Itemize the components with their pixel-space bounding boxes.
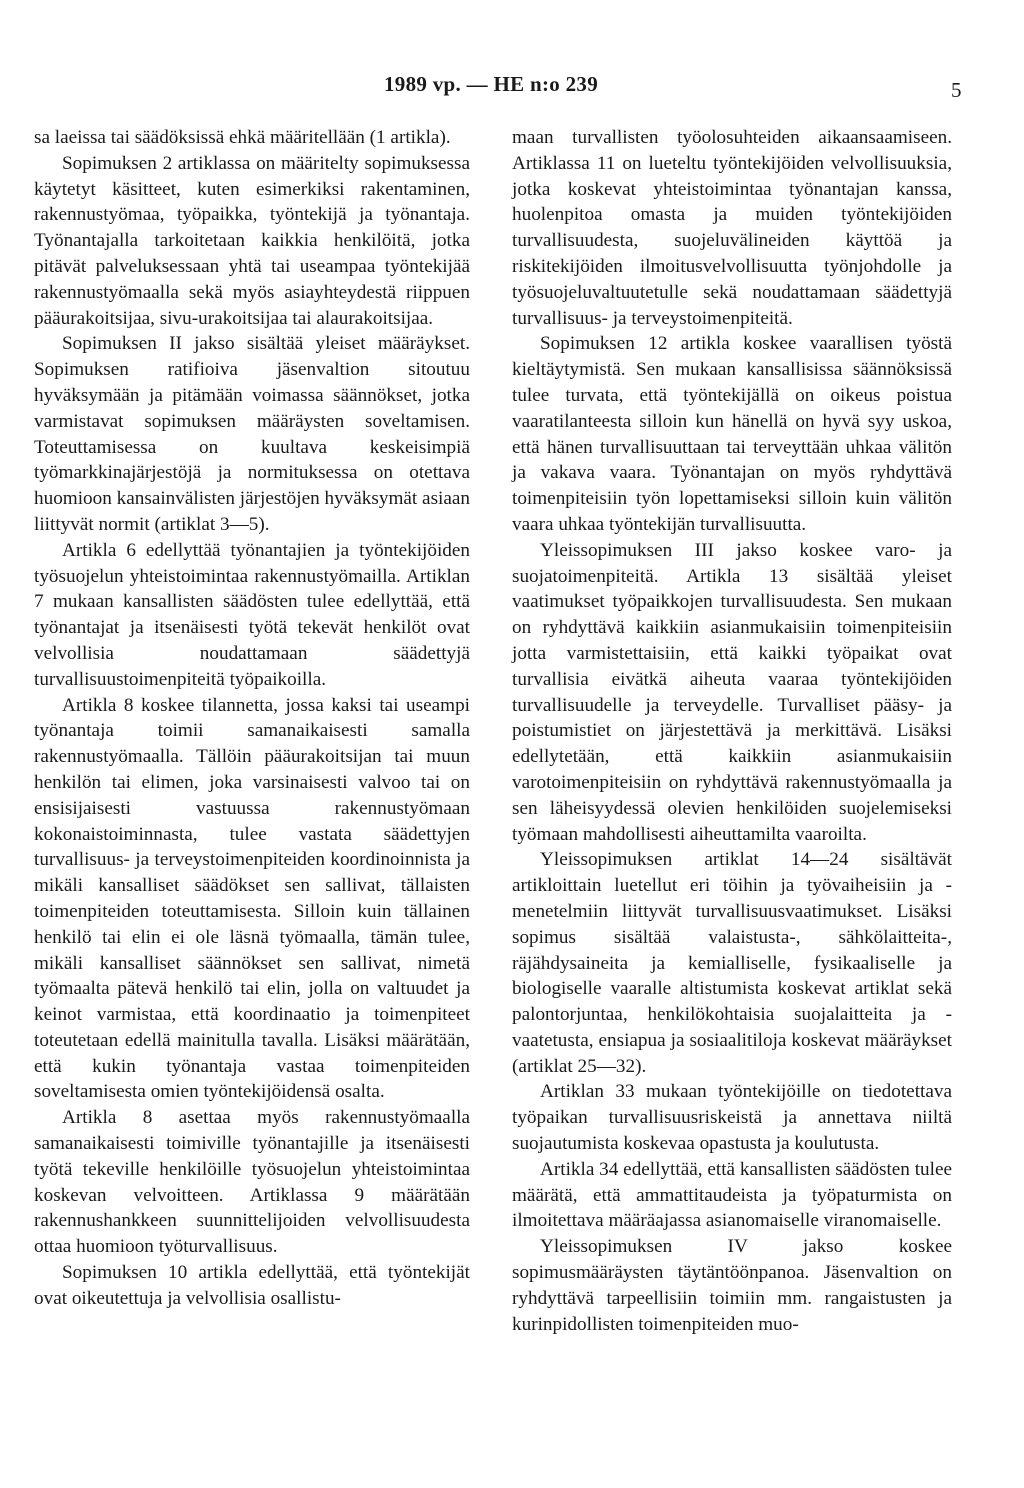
page-number: 5 bbox=[951, 78, 962, 102]
paragraph: Sopimuksen 10 artikla edellyttää, että työntekijät ovat oikeutettuja ja velvollisia osallistu- bbox=[34, 1262, 470, 1309]
paragraph: Sopimuksen 2 artiklassa on määritelty sopimuksessa käytetyt käsitteet, kuten esimerkiksi rakentaminen, rakennustyömaa, työpaikka, työntekijä ja työnantaja. Työnantajalla tarkoitetaan kaikkia henkilöitä, jotka pitävät palveluksessaan yhtä tai useampaa työntekijää rakennustyömaalla sekä myös asiayhteydestä riippuen pääurakoitsijaa, sivu-urakoitsijaa tai alaurakoitsijaa. bbox=[34, 152, 470, 329]
paragraph: Artikla 34 edellyttää, että kansallisten säädösten tulee määrätä, että ammattitaudeista ja työpaturmista on ilmoitettava määräajassa asianomaiselle viranomaiselle. bbox=[512, 1158, 952, 1232]
left-column bbox=[34, 125, 470, 1312]
paragraph: sa laeissa tai säädöksissä ehkä määritellään (1 artikla). bbox=[34, 127, 451, 148]
paragraph: Artiklan 33 mukaan työntekijöille on tiedotettava työpaikan turvallisuusriskeistä ja annettava niiltä suojautumista koskevaa opastusta ja koulutusta. bbox=[512, 1081, 952, 1155]
paragraph: Artikla 8 asettaa myös rakennustyömaalla samanaikaisesti toimiville työnantajille ja itsenäisesti työtä tekeville henkilöille työsuojelun yhteistoimintaa koskevan velvoitteen. Artiklassa 9 määrätään rakennushankkeen suunnittelijoiden velvollisuudesta ottaa huomioon työturvallisuus. bbox=[34, 1107, 470, 1258]
paragraph: Artikla 6 edellyttää työnantajien ja työntekijöiden työsuojelun yhteistoimintaa rakennustyömailla. Artiklan 7 mukaan kansallisten säädösten tulee edellyttää, että työnantajat ja itsenäisesti työtä tekevät henkilöt ovat velvollisia noudattamaan säädettyjä turvallisuustoimenpiteitä työpaikoilla. bbox=[34, 539, 470, 690]
right-column bbox=[512, 125, 952, 1337]
paragraph: maan turvallisten työolosuhteiden aikaansaamiseen. Artiklassa 11 on lueteltu työntekijöiden velvollisuuksia, jotka koskevat yhteistoimintaa työnantajan kanssa, huolenpitoa omasta ja muiden työntekijöiden turvallisuudesta, suojeluvälineiden käyttöä ja riskitekijöiden ilmoitusvelvollisuutta työnjohdolle ja työsuojeluvaltuutetulle sekä noudattamaan säädettyjä turvallisuus- ja terveystoimenpiteitä. bbox=[512, 127, 952, 329]
document-reference: 1989 vp. — HE n:o 239 bbox=[384, 72, 598, 96]
paragraph: Artikla 8 koskee tilannetta, jossa kaksi tai useampi työnantaja toimii samanaikaisesti samalla rakennustyömaalla. Tällöin pääurakoitsijan tai muun henkilön tai elimen, joka varsinaisesti valvoo tai on ensisijaisesti vastuussa rakennustyömaan kokonaistoiminnasta, tulee vastata säädettyjen turvallisuus- ja terveystoimenpiteiden koordinoinnista ja mikäli kansalliset säädökset sen sallivat, tällaisten toimenpiteiden toteuttamisesta. Silloin kuin tällainen henkilö tai elin ei ole läsnä työmaalla, tämän tulee, mikäli kansalliset säännökset sen sallivat, nimetä työmaalta pätevä henkilö tai elin, jolla on valtuudet ja keinot varmistaa, että koordinaatio ja toimenpiteet toteutetaan edellä mainitulla tavalla. Lisäksi määrätään, että kukin työnantaja vastaa toimenpiteiden soveltamisesta omien työntekijöidensä osalta. bbox=[34, 694, 470, 1103]
page-header bbox=[0, 72, 1024, 102]
paragraph: Yleissopimuksen artiklat 14—24 sisältävät artikloittain luetellut eri töihin ja työvaiheisiin ja -menetelmiin liittyvät turvallisuusvaatimukset. Lisäksi sopimus sisältää valaistusta-, sähkölaitteita-, räjähdysaineita ja kemialliselle, fysikaaliselle ja biologiselle vaaralle altistumista koskevat artiklat sekä palontorjuntaa, henkilökohtaisia suojalaitteita ja -vaatetusta, ensiapua ja sosiaalitiloja koskevat määräykset (artiklat 25—32). bbox=[512, 849, 952, 1077]
paragraph: Sopimuksen II jakso sisältää yleiset määräykset. Sopimuksen ratifioiva jäsenvaltion sitoutuu hyväksymään ja pitämään voimassa säännökset, jotka varmistavat sopimuksen määräysten soveltamisen. Toteuttamisessa on kuultava keskeisimpiä työmarkkinajärjestöjä ja normituksessa on otettava huomioon kansainvälisten järjestöjen hyväksymät asiaan liittyvät normit (artiklat 3—5). bbox=[34, 333, 470, 535]
paragraph: Yleissopimuksen IV jakso koskee sopimusmääräysten täytäntöönpanoa. Jäsenvaltion on ryhdyttävä tarpeellisiin toimiin mm. rangaistusten ja kurinpidollisten toimenpiteiden muo- bbox=[512, 1236, 952, 1335]
paragraph: Yleissopimuksen III jakso koskee varo- ja suojatoimenpiteitä. Artikla 13 sisältää yleiset vaatimukset työpaikkojen turvallisuudesta. Sen mukaan on ryhdyttävä kaikkiin asianmukaisiin toimenpiteisiin jotta varmistettaisiin, että kaikki työpaikat ovat turvallisia eivätkä aiheuta vaaraa työntekijöiden turvallisuudelle ja terveydelle. Turvalliset pääsy- ja poistumistiet on järjestettävä ja merkittävä. Lisäksi edellytetään, että kaikkiin asianmukaisiin varotoimenpiteisiin on ryhdyttävä rakennustyömaalla ja sen läheisyydessä olevien henkilöiden suojelemiseksi työmaan mahdollisesti aiheuttamilta vaaroilta. bbox=[512, 539, 952, 845]
paragraph: Sopimuksen 12 artikla koskee vaarallisen työstä kieltäytymistä. Sen mukaan kansallisissa säännöksissä tulee turvata, että työntekijällä on oikeus poistua vaaratilanteesta silloin kun hänellä on hyvä syy uskoa, että hänen turvallisuuttaan tai terveyttään uhkaa välitön ja vakava vaara. Työnantajan on myös ryhdyttävä toimenpiteisiin työn lopettamiseksi silloin kuin välitön vaara uhkaa työntekijän turvallisuutta. bbox=[512, 333, 952, 535]
